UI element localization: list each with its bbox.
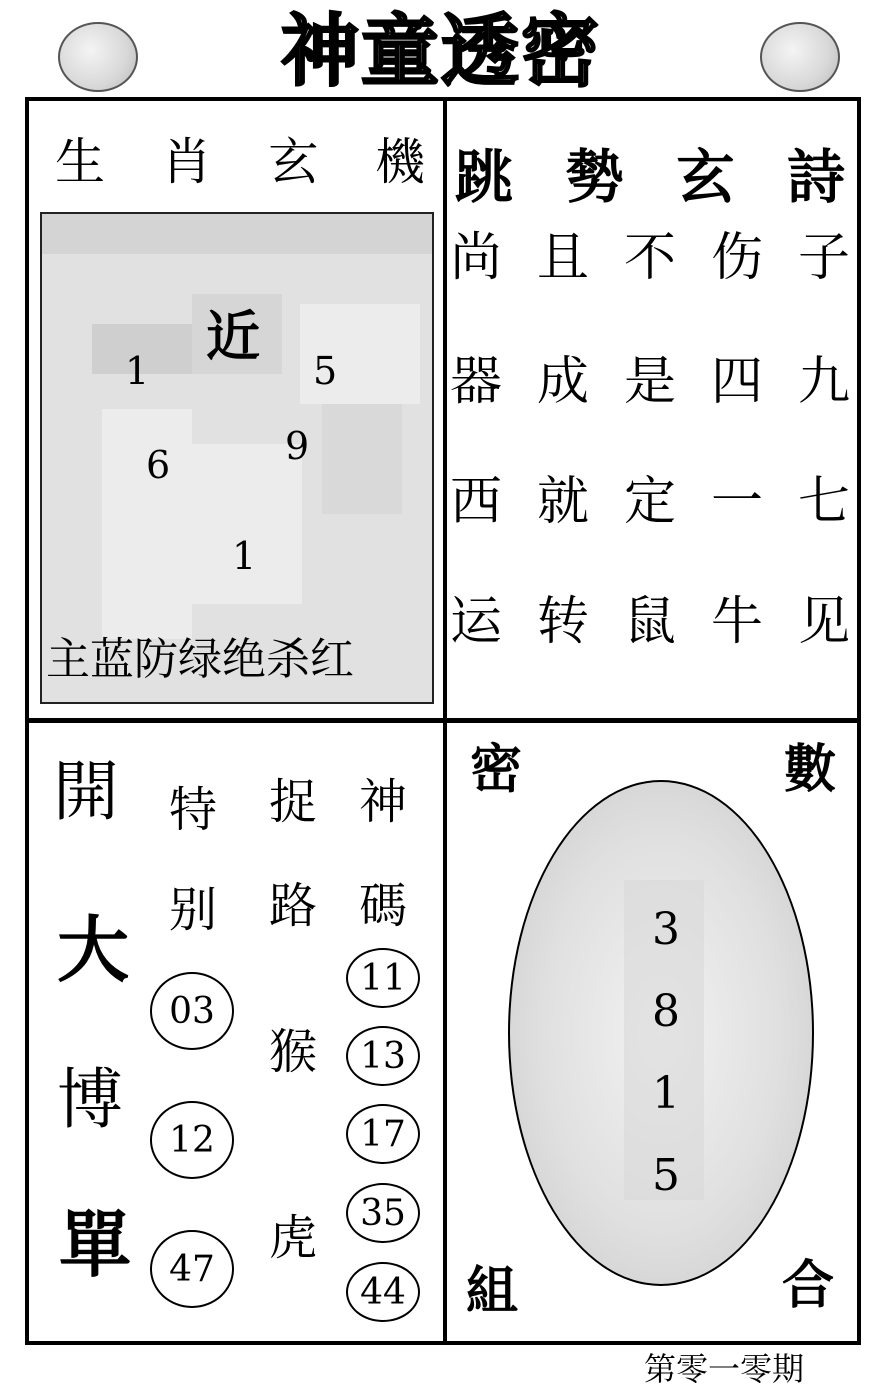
poem-char: 伤: [710, 228, 763, 288]
zodiac-number: 9: [285, 424, 310, 468]
corner-char-bottom-right: 合: [782, 1256, 835, 1316]
poem-char: 不: [623, 228, 676, 288]
zodiac-heading-char: 玄: [268, 133, 319, 191]
zodiac-slogan: 主蓝防绿绝杀红: [46, 634, 354, 685]
code-number: 35: [346, 1183, 420, 1243]
zodiac-heading-char: 生: [55, 133, 105, 191]
zodiac-number: 5: [313, 349, 338, 393]
road-label-char: 捉: [268, 774, 317, 830]
poem-heading-char: 玄: [676, 143, 735, 211]
zodiac-highlight-char: 近: [206, 304, 260, 368]
poem-char: 是: [623, 352, 676, 412]
poem-row: [450, 350, 850, 414]
special-number: 03: [150, 972, 234, 1050]
poem-char: 见: [797, 592, 850, 652]
horizontal-divider: [25, 718, 861, 723]
zodiac-number: 1: [232, 534, 257, 578]
poem-char: 成: [536, 352, 589, 412]
poem-heading-char: 跳: [455, 143, 514, 211]
road-label-char: 路: [268, 878, 317, 934]
poem-char: 子: [797, 228, 850, 288]
page-title: 神童透密: [280, 6, 601, 97]
bet-title-char: 單: [58, 1203, 131, 1287]
special-label-char: 别: [168, 882, 217, 938]
zodiac-heading-char: 機: [374, 133, 425, 191]
code-number: 13: [346, 1026, 420, 1086]
poem-char: 转: [536, 592, 589, 652]
poem-heading-char: 詩: [786, 143, 845, 211]
code-number: 17: [346, 1104, 420, 1164]
zodiac-heading: [55, 132, 425, 192]
poem-char: 定: [623, 472, 676, 532]
poem-char: 牛: [710, 592, 763, 652]
poem-char: 一: [710, 472, 763, 532]
poem-char: 尚: [450, 228, 503, 288]
poem-heading-char: 勢: [565, 143, 624, 211]
code-number: 44: [346, 1262, 420, 1322]
period-label: 第零一零期: [643, 1350, 804, 1388]
poem-char: 鼠: [623, 592, 676, 652]
poem-row: [450, 226, 850, 290]
code-number: 11: [346, 948, 420, 1008]
road-zodiac: 虎: [268, 1210, 317, 1266]
code-label-char: 神: [358, 774, 407, 830]
poem-char: 就: [536, 472, 589, 532]
special-label-char: 特: [168, 782, 217, 838]
road-zodiac: 猴: [268, 1024, 317, 1080]
special-number: 47: [150, 1230, 234, 1308]
poem-char: 四: [710, 352, 763, 412]
zodiac-number: 1: [125, 349, 150, 393]
secret-number: 5: [652, 1150, 680, 1201]
poem-row: [450, 470, 850, 534]
corner-char-top-right: 數: [784, 740, 837, 800]
poem-char: 器: [450, 352, 503, 412]
poem-row: [450, 590, 850, 654]
corner-char-top-left: 密: [470, 740, 523, 800]
poem-char: 西: [450, 472, 503, 532]
poem-char: 且: [536, 228, 589, 288]
bet-title-char: 博: [57, 1061, 123, 1138]
poem-char: 七: [797, 472, 850, 532]
zodiac-heading-char: 肖: [161, 133, 212, 191]
bet-title-char: 大: [56, 908, 129, 992]
secret-number: 3: [652, 904, 680, 955]
zodiac-number: 6: [146, 443, 171, 487]
poem-char: 九: [797, 352, 850, 412]
corner-char-bottom-left: 組: [466, 1262, 519, 1322]
poem-char: 运: [450, 592, 503, 652]
secret-number: 1: [652, 1068, 680, 1119]
bet-title-char: 開: [53, 753, 119, 830]
special-number: 12: [150, 1101, 234, 1179]
secret-number: 8: [652, 986, 680, 1037]
poem-heading: [455, 142, 845, 212]
code-label-char: 碼: [358, 878, 407, 934]
